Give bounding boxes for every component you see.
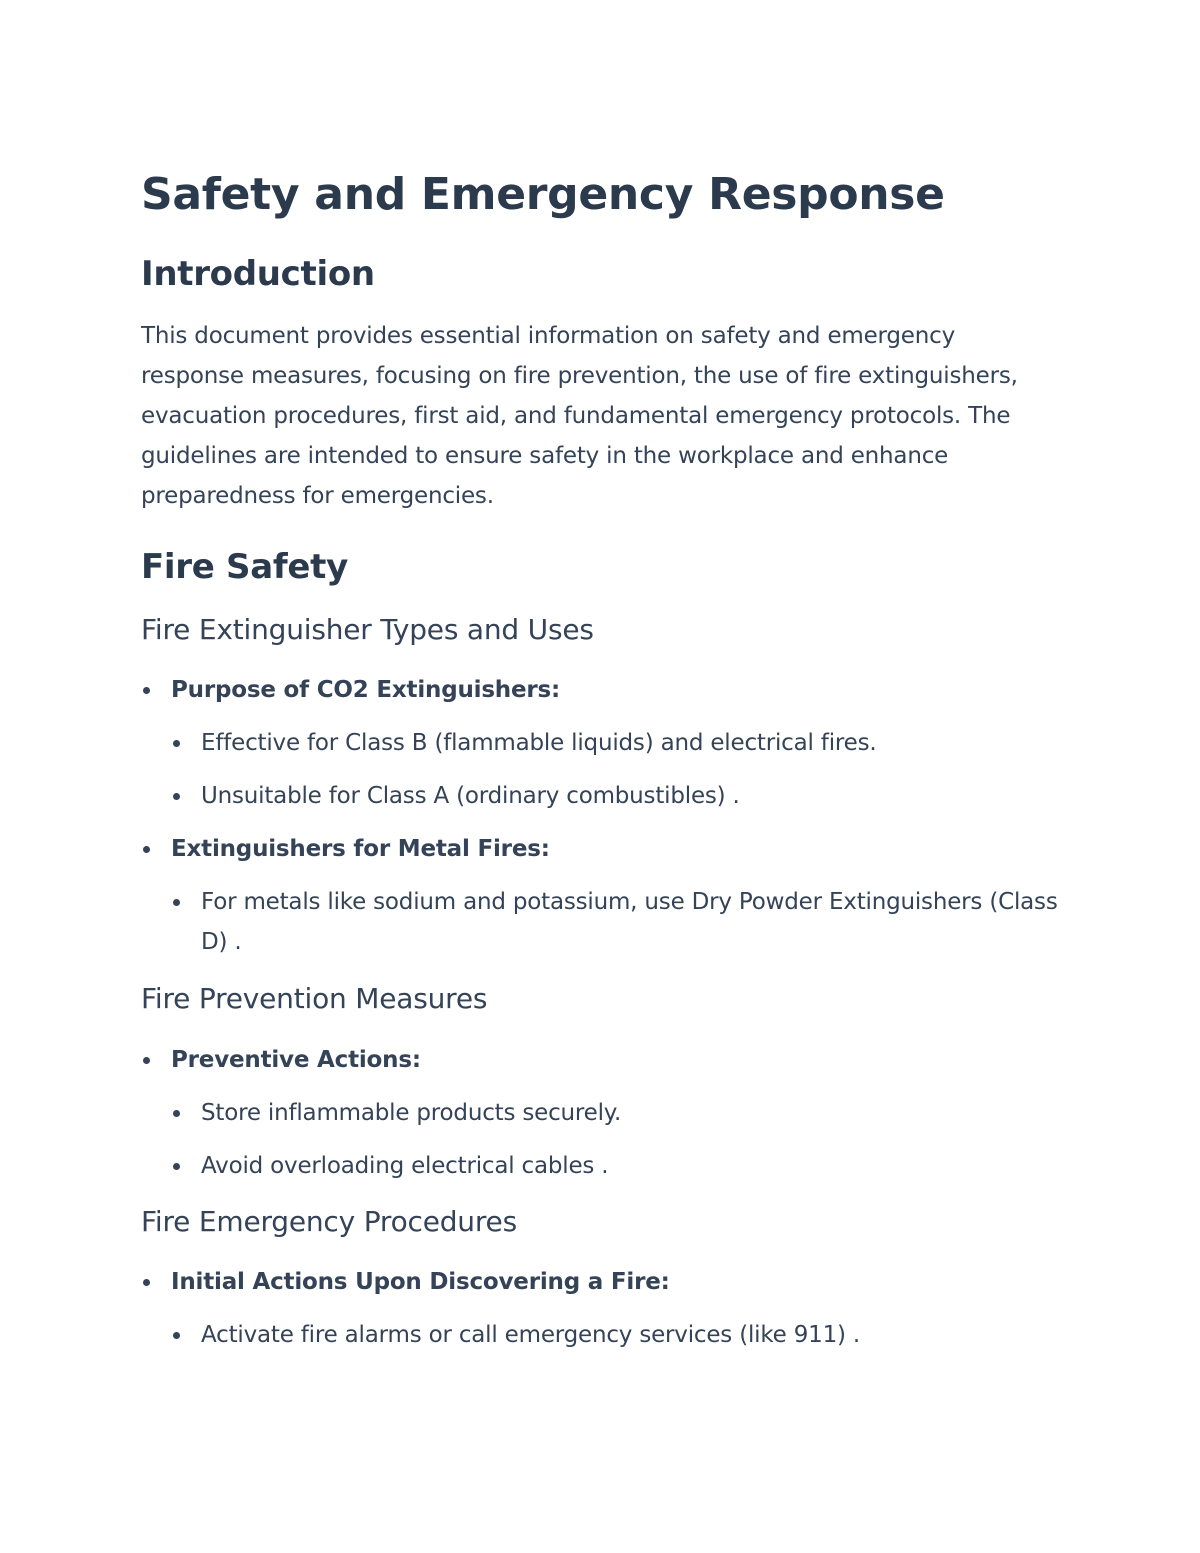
sub-list-item [141,1093,1061,1133]
bullet-icon [173,899,180,906]
document-page [141,166,1061,1355]
list-item [141,1040,1061,1080]
fire-emergency-list [141,1262,1061,1355]
list-item-label: Preventive Actions: [171,1047,421,1073]
bullet-icon [173,1110,180,1117]
fire-prevention-heading: Fire Prevention Measures [141,982,488,1015]
fire-safety-heading: Fire Safety [141,547,348,587]
list-item-label: Extinguishers for Metal Fires: [171,836,550,862]
introduction-paragraph: This document provides essential information on safety and emergency response measures, focusing on fire prevention, the use of fire extinguishers, evacuation procedures, first aid, and fundamental emergency protocols. The guidelines are intended to ensure safety in the workplace and enhance preparedness for emergencies. [141,323,1018,509]
bullet-icon [173,1163,180,1170]
extinguisher-types-heading: Fire Extinguisher Types and Uses [141,613,594,646]
introduction-heading: Introduction [141,254,375,294]
fire-prevention-list [141,1040,1061,1186]
sub-list-item-text: Store inflammable products securely. [201,1100,622,1126]
sub-list-item-text: Avoid overloading electrical cables . [201,1153,609,1179]
sub-list-item-text: Unsuitable for Class A (ordinary combustibles) . [201,783,740,809]
list-item-label: Purpose of CO2 Extinguishers: [171,677,561,703]
sub-list-item-text: For metals like sodium and potassium, use Dry Powder Extinguishers (Class D) . [201,889,1058,955]
sub-list-item-text: Activate fire alarms or call emergency services (like 911) . [201,1322,861,1348]
list-item [141,1262,1061,1302]
sub-list-item [141,1146,1061,1186]
sub-list-item-text: Effective for Class B (flammable liquids) and electrical fires. [201,730,877,756]
bullet-icon [173,793,180,800]
sub-list-item [141,776,1061,816]
extinguisher-types-list [141,670,1061,962]
bullet-icon [173,1332,180,1339]
sub-list-item [141,1315,1061,1355]
list-item [141,670,1061,710]
sub-list-item [141,723,1061,763]
list-item [141,829,1061,869]
bullet-icon [143,1057,150,1064]
document-title: Safety and Emergency Response [141,169,945,220]
fire-emergency-heading: Fire Emergency Procedures [141,1205,517,1238]
bullet-icon [143,846,150,853]
sub-list-item [141,882,1061,962]
bullet-icon [143,1279,150,1286]
list-item-label: Initial Actions Upon Discovering a Fire: [171,1269,670,1295]
bullet-icon [143,687,150,694]
bullet-icon [173,740,180,747]
